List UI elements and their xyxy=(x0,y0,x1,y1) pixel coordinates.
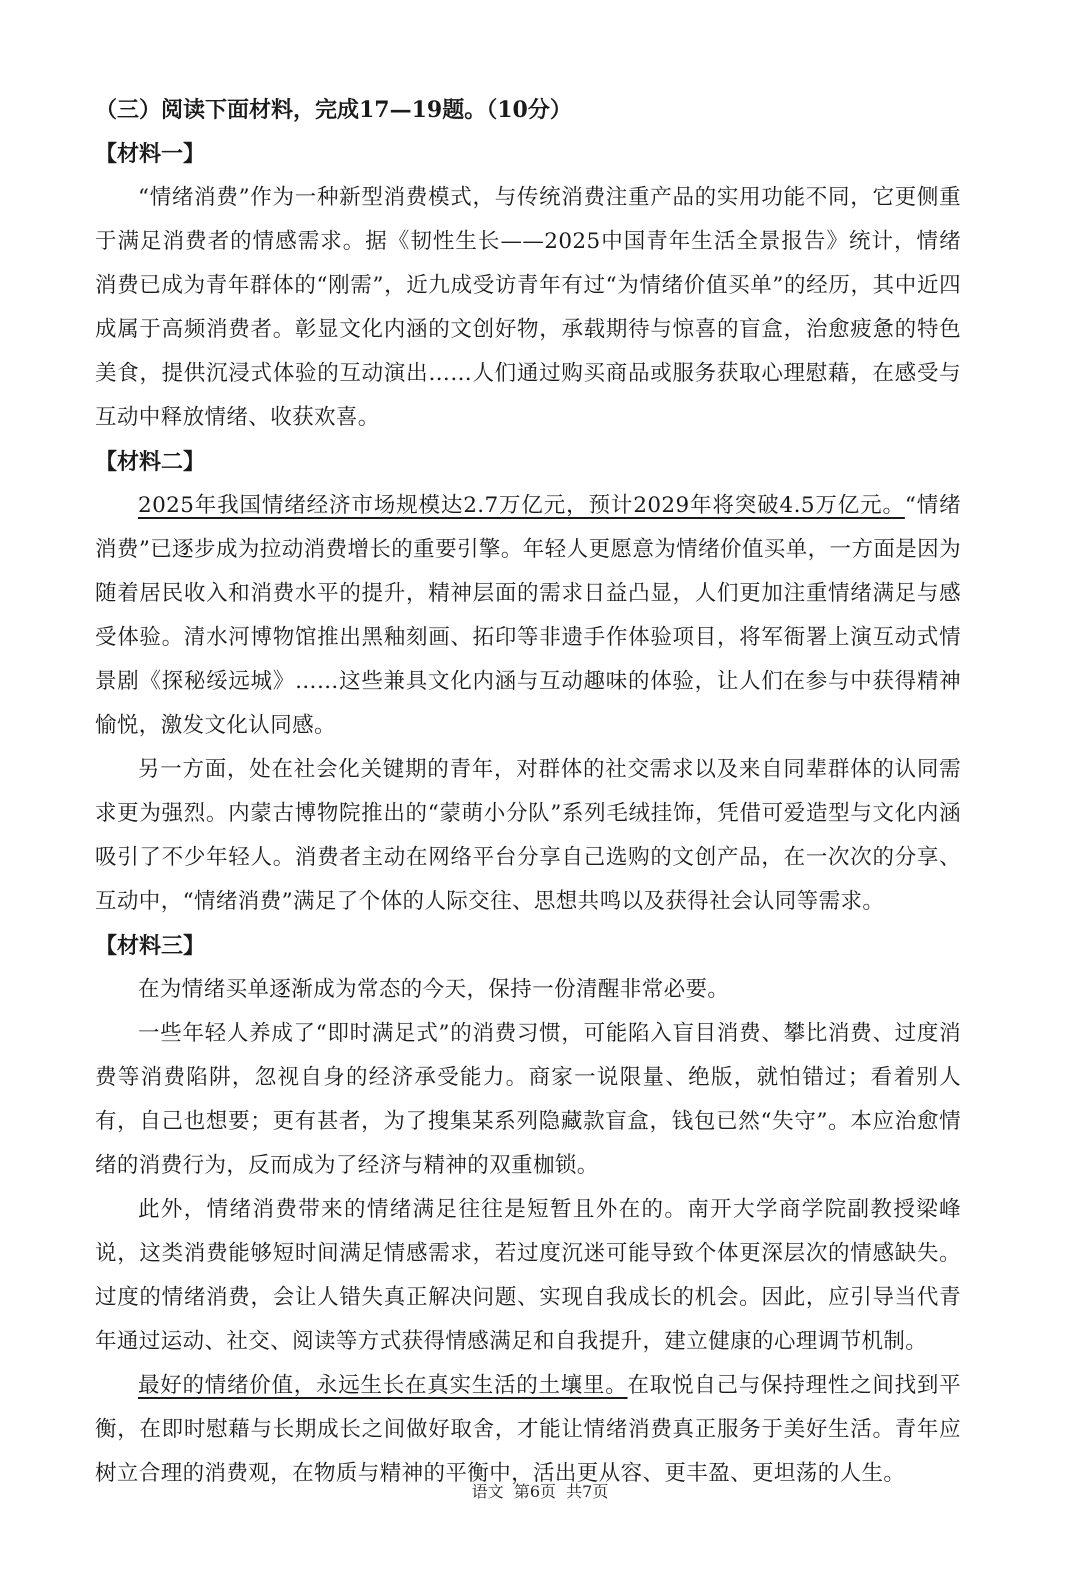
material-three-label: 【材料三】 xyxy=(95,933,206,959)
section-title: （三）阅读下面材料，完成17—19题。（10分） xyxy=(95,97,572,123)
material-three-paragraph-2: 一些年轻人养成了“即时满足式”的消费习惯，可能陷入盲目消费、攀比消费、过度消费等消费陷阱，忽视自身的经济承受能力。商家一说限量、绝版，就怕错过；看着别人有，自己也想要；更有甚者，为了搜集某系列隐藏款盲盒，钱包已然“失守”。本应治愈情绪的消费行为，反而成为了经济与精神的双重枷锁。 xyxy=(95,1021,961,1178)
underlined-emotional-value-sentence: 最好的情绪价值，永远生长在真实生活的土壤里。 xyxy=(138,1373,628,1398)
footer-page-number: 第6页 xyxy=(513,1482,556,1501)
footer-subject: 语文 xyxy=(471,1482,504,1501)
material-three-paragraph-1: 在为情绪买单逐渐成为常态的今天，保持一份清醒非常必要。 xyxy=(138,977,730,1002)
material-three-paragraph-3: 此外，情绪消费带来的情绪满足往往是短暂且外在的。南开大学商学院副教授梁峰说，这类消费能够短时间满足情感需求，若过度沉迷可能导致个体更深层次的情感缺失。过度的情绪消费，会让人错失真正解决问题、实现自我成长的机会。因此，应引导当代青年通过运动、社交、阅读等方式获得情感满足和自我提升，建立健康的心理调节机制。 xyxy=(95,1197,961,1354)
material-two-label: 【材料二】 xyxy=(95,449,206,475)
material-one-label: 【材料一】 xyxy=(95,141,206,167)
material-one-paragraph: “情绪消费”作为一种新型消费模式，与传统消费注重产品的实用功能不同，它更侧重于满足消费者的情感需求。据《韧性生长——2025中国青年生活全景报告》统计，情绪消费已成为青年群体的“刚需”，近九成受访青年有过“为情绪价值买单”的经历，其中近四成属于高频消费者。彰显文化内涵的文创好物，承载期待与惊喜的盲盒，治愈疲惫的特色美食，提供沉浸式体验的互动演出……人们通过购买商品或服务获取心理慰藉，在感受与互动中释放情绪、收获欢喜。 xyxy=(95,185,961,430)
material-two-paragraph-2: 另一方面，处在社会化关键期的青年，对群体的社交需求以及来自同辈群体的认同需求更为强烈。内蒙古博物院推出的“蒙萌小分队”系列毛绒挂饰，凭借可爱造型与文化内涵吸引了不少年轻人。消费者主动在网络平台分享自己选购的文创产品，在一次次的分享、互动中，“情绪消费”满足了个体的人际交往、思想共鸣以及获得社会认同等需求。 xyxy=(95,757,961,914)
material-three-paragraph-4-rest: 在取悦自己与保持理性之间找到平衡，在即时慰藉与长期成长之间做好取舍，才能让情绪消费真正服务于美好生活。青年应树立合理的消费观，在物质与精神的平衡中，活出更从容、更丰盈、更坦荡的人生。 xyxy=(95,1373,961,1486)
material-three-paragraph-4 xyxy=(95,1364,961,1496)
footer-total-pages: 共7页 xyxy=(566,1482,609,1501)
reading-material xyxy=(95,88,961,1496)
page-footer xyxy=(0,1480,1080,1504)
material-two-paragraph-1 xyxy=(95,484,961,748)
material-two-paragraph-1-rest: “情绪消费”已逐步成为拉动消费增长的重要引擎。年轻人更愿意为情绪价值买单，一方面是因为随着居民收入和消费水平的提升，精神层面的需求日益凸显，人们更加注重情绪满足与感受体验。清水河博物馆推出黑釉刻画、拓印等非遗手作体验项目，将军衙署上演互动式情景剧《探秘绥远城》……这些兼具文化内涵与互动趣味的体验，让人们在参与中获得精神愉悦，激发文化认同感。 xyxy=(95,493,961,738)
underlined-market-size-sentence: 2025年我国情绪经济市场规模达2.7万亿元，预计2029年将突破4.5万亿元。 xyxy=(138,493,905,518)
